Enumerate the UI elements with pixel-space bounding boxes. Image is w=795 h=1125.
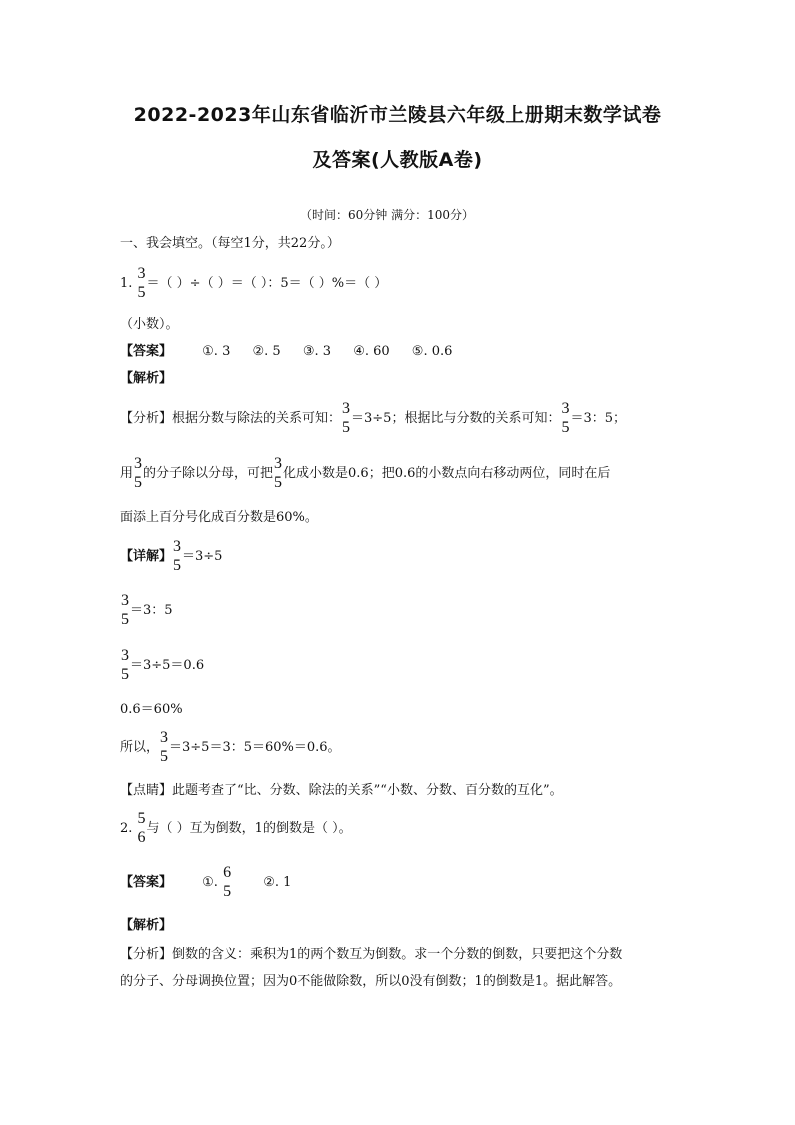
- q2-number: 2.: [120, 821, 133, 836]
- q2-analysis-label: 【解析】: [120, 918, 173, 933]
- q1-fenxi-line2: [120, 455, 610, 492]
- q1-fenxi-l2-mid: 的分子除以分母，可把: [143, 466, 274, 481]
- q2-answer-2: ②. 1: [263, 875, 292, 890]
- q2-fenxi-line1: 【分析】倒数的含义：乘积为1的两个数互为倒数。求一个分数的倒数，只要把这个分数: [120, 947, 623, 962]
- q1-stem-text: ＝（ ）÷（ ）＝（ ）：5＝（ ）%＝（ ）: [146, 276, 388, 291]
- q1-detail-label: 【详解】: [120, 549, 173, 564]
- q1-detail-fraction-1: [173, 538, 181, 575]
- q1-fenxi-mid1: ＝3÷5；根据比与分数的关系可知：: [351, 411, 561, 426]
- exam-meta: （时间：60分钟 满分：100分）: [300, 208, 474, 222]
- q1-detail-frac5-den: 5: [160, 748, 169, 765]
- q1-answer-2: ②. 5: [252, 344, 281, 359]
- q1-detail-frac1-num: 3: [173, 538, 182, 555]
- q1-detail-fraction-3: [121, 647, 129, 684]
- q1-fenxi-fraction-d: [274, 455, 282, 492]
- q1-detail-row2: [120, 592, 173, 629]
- q1-answer-label: 【答案】: [120, 344, 173, 359]
- q1-detail-frac5-num: 3: [160, 729, 169, 746]
- q1-fraction: [138, 265, 146, 302]
- q2-answer-1-prefix: ①.: [202, 875, 218, 890]
- q1-fenxi-frac-a-den: 5: [342, 419, 351, 436]
- q1-frac-den: 5: [137, 284, 146, 301]
- q1-fenxi-frac-d-num: 3: [274, 455, 283, 472]
- doc-title-line2: 及答案(人教版A卷): [312, 149, 483, 171]
- q2-frac-num: 5: [137, 810, 146, 827]
- q1-detail-frac3-num: 3: [121, 647, 129, 664]
- q1-fenxi-fraction-b: [561, 400, 569, 437]
- q1-number: 1.: [120, 276, 133, 291]
- q2-frac-den: 6: [137, 829, 146, 846]
- q1-answer-row: [120, 343, 470, 361]
- q1-fenxi-mid2: ＝3：5；: [570, 411, 626, 426]
- q1-fenxi-frac-c-den: 5: [134, 474, 143, 491]
- q1-detail-4: 0.6＝60%: [120, 702, 183, 717]
- q2-stem: [120, 810, 352, 847]
- q1-analysis-label: 【解析】: [120, 371, 173, 386]
- q1-detail-fraction-5: [160, 729, 168, 766]
- q1-detail-1: ＝3÷5: [182, 549, 223, 564]
- q1-detail-frac2-num: 3: [121, 592, 129, 609]
- q2-answer-row: [120, 864, 291, 901]
- q1-detail-fraction-2: [121, 592, 129, 629]
- q1-detail-5: ＝3÷5＝3：5＝60%＝0.6。: [169, 740, 341, 755]
- q1-detail-frac2-den: 5: [121, 611, 129, 628]
- q1-fenxi-frac-b-num: 3: [561, 400, 570, 417]
- q1-frac-num: 3: [137, 265, 146, 282]
- q1-answer-1: ①. 3: [202, 344, 231, 359]
- q2-answer-label: 【答案】: [120, 875, 173, 890]
- q1-comment: 【点睛】此题考查了“比、分数、除法的关系”“小数、分数、百分数的互化”。: [120, 783, 563, 798]
- q1-fenxi-frac-b-den: 5: [561, 419, 570, 436]
- q1-fenxi-fraction-a: [342, 400, 350, 437]
- q1-fenxi-frac-a-num: 3: [342, 400, 351, 417]
- doc-title-line1: 2022-2023年山东省临沂市兰陵县六年级上册期末数学试卷: [133, 104, 662, 126]
- q2-fenxi-line2: 的分子、分母调换位置；因为0不能做除数，所以0没有倒数；1的倒数是1。据此解答。: [120, 974, 622, 989]
- q1-answer-3: ③. 3: [302, 344, 332, 359]
- q1-fenxi-frac-d-den: 5: [274, 474, 283, 491]
- q1-stem-cont: （小数）。: [120, 317, 179, 332]
- q2-answer-frac-den: 5: [223, 883, 232, 900]
- q1-stem: [120, 265, 387, 302]
- q1-fenxi-line3: 面添上百分号化成百分数是60%。: [120, 510, 318, 525]
- q1-detail-frac3-den: 5: [121, 666, 129, 683]
- q1-fenxi-frac-c-num: 3: [134, 455, 143, 472]
- q1-detail-row5: [120, 729, 341, 766]
- q1-detail-5-prefix: 所以，: [120, 740, 160, 755]
- q1-answer-5: ⑤. 0.6: [411, 344, 453, 359]
- q1-fenxi-l2-end: 化成小数是0.6；把0.6的小数点向右移动两位，同时在后: [283, 466, 611, 481]
- section-heading: 一、我会填空。（每空1分，共22分。）: [120, 236, 340, 251]
- q1-detail-row1: [120, 538, 222, 575]
- q2-answer-frac-num: 6: [223, 864, 232, 881]
- q2-fraction: [138, 810, 146, 847]
- q2-answer-fraction: [223, 864, 231, 901]
- q1-fenxi-prefix: 【分析】根据分数与除法的关系可知：: [120, 411, 342, 426]
- q1-fenxi-line1: [120, 400, 626, 437]
- q1-detail-2: ＝3：5: [130, 603, 173, 618]
- q1-fenxi-l2-prefix: 用: [120, 466, 134, 481]
- q2-stem-text: 与（ ）互为倒数，1的倒数是（ ）。: [146, 821, 352, 836]
- q1-detail-frac1-den: 5: [173, 557, 182, 574]
- q1-detail-3: ＝3÷5＝0.6: [130, 658, 205, 673]
- q1-detail-row3: [120, 647, 204, 684]
- q1-answer-4: ④. 60: [353, 344, 390, 359]
- q1-fenxi-fraction-c: [134, 455, 142, 492]
